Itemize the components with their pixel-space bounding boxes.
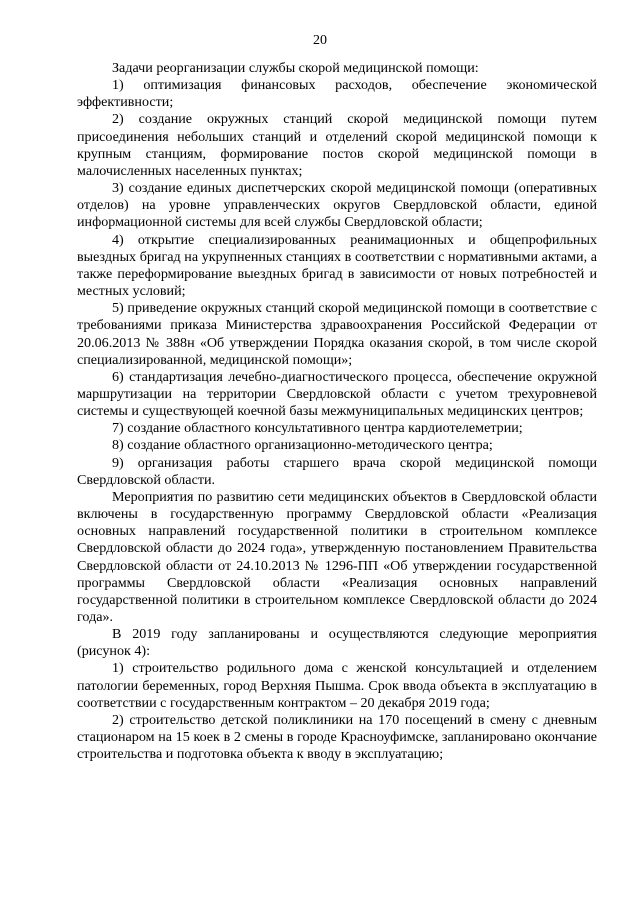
list-item: 8) создание областного организационно-методического центра; [112, 437, 493, 454]
list-item: 6) стандартизация лечебно-диагностического процесса, обеспечение окружной маршрутизации на территории Свердловской области с учетом трехуровневой системы и существующей коечной базы межмуниципальных медицинских центров; [77, 368, 597, 420]
list-item: 1) строительство родильного дома с женской консультацией и отделением патологии беременных, город Верхняя Пышма. Срок ввода объекта в эксплуатацию в соответствии с государственным контрактом – 20 декабря 2019 года; [77, 660, 597, 711]
body-paragraph: В 2019 году запланированы и осуществляются следующие мероприятия (рисунок 4): [77, 626, 597, 660]
list-item: 3) создание единых диспетчерских скорой медицинской помощи (оперативных отделов) на уровне управленческих округов Свердловской области, единой информационной системы для всей службы Свердловской области; [77, 180, 597, 231]
list-item: 2) создание окружных станций скорой медицинской помощи путем присоединения небольших станций и отделений скорой медицинской помощи к крупным станциям, формирование постов скорой медицинской помощи в малочисленных населенных пунктах; [77, 111, 597, 179]
intro-paragraph: Задачи реорганизации службы скорой медицинской помощи: [112, 60, 479, 76]
list-item: 1) оптимизация финансовых расходов, обеспечение экономической эффективности; [77, 77, 597, 111]
body-paragraph: Мероприятия по развитию сети медицинских объектов в Свердловской области включены в государственную программу Свердловской области «Реализация основных направлений государственной политики в строительном комплексе Свердловской области до 2024 года», утвержденную постановлением Правительства Свердловской области от 24.10.2013 № 1296-ПП «Об утверждении государственной программы Свердловской области «Реализация основных направлений государственной политики в строительном комплексе Свердловской области до 2024 года». [77, 488, 597, 625]
list-item: 7) создание областного консультативного центра кардиотелеметрии; [112, 420, 523, 437]
list-item: 2) строительство детской поликлиники на 170 посещений в смену с дневным стационаром на 15 коек в 2 смены в городе Красноуфимске, запланировано окончание строительства и подготовка объекта к вводу в эксплуатацию; [77, 711, 597, 763]
page-number: 20 [313, 33, 327, 48]
list-item: 5) приведение окружных станций скорой медицинской помощи в соответствие с требованиями приказа Министерства здравоохранения Российской Федерации от 20.06.2013 № 388н «Об утверждении Порядка оказания скорой, в том числе скорой специализированной, медицинской помощи»; [77, 300, 597, 368]
document-body [77, 60, 597, 763]
list-item: 9) организация работы старшего врача скорой медицинской помощи Свердловской области. [77, 454, 597, 488]
list-item: 4) открытие специализированных реанимационных и общепрофильных выездных бригад на укрупненных станциях в соответствии с нормативными актами, а также переформирование выездных бригад в зависимости от новых потребностей и местных условий; [77, 231, 597, 300]
